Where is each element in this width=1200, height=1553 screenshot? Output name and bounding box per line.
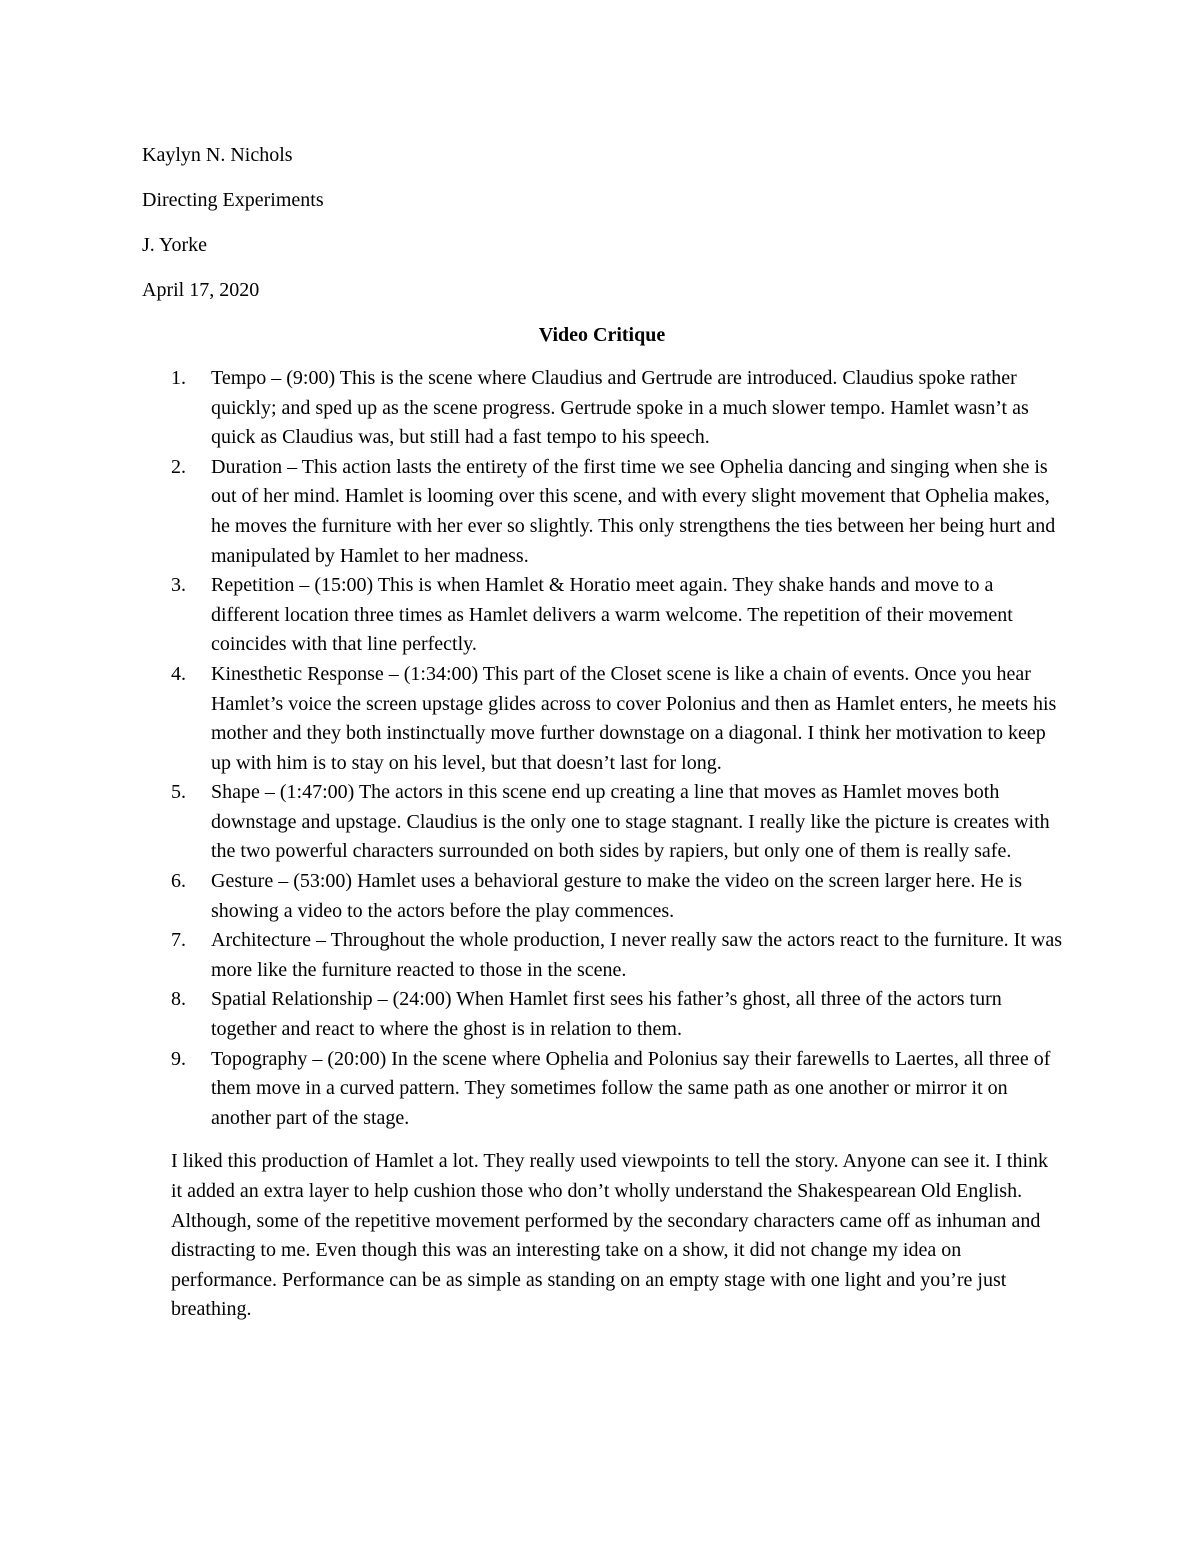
author-name: Kaylyn N. Nichols [142,144,293,166]
list-item-number: 3. [171,574,186,597]
list-item [142,364,1062,453]
list-item-number: 1. [171,366,186,389]
list-item-text: Spatial Relationship – (24:00) When Hamlet first sees his father’s ghost, all three of the actors turn together and react to where the ghost is in relation to them. [211,988,1002,1041]
list-item-number: 2. [171,455,186,478]
list-item-text: Duration – This action lasts the entirety of the first time we see Ophelia dancing and singing when she is out of her mind. Hamlet is looming over this scene, and with every slight movement that Ophelia makes, he moves the furniture with her ever so slightly. This only strengthens the ties between her being hurt and manipulated by Hamlet to her madness. [211,455,1056,567]
list-item-text: Gesture – (53:00) Hamlet uses a behavioral gesture to make the video on the screen larger here. He is showing a video to the actors before the play commences. [211,870,1023,922]
list-item [142,571,1062,660]
document-title: Video Critique [538,324,666,347]
list-item-text: Repetition – (15:00) This is when Hamlet & Horatio meet again. They shake hands and move to a different location three times as Hamlet delivers a warm welcome. The repetition of their movement coincides with that line perfectly. [211,574,1013,656]
instructor-name: J. Yorke [142,234,208,257]
list-item-text: Kinesthetic Response – (1:34:00) This part of the Closet scene is like a chain of events. Once you hear Hamlet’s voice the screen upstage glides across to cover Polonius and then as Hamlet enters, he meets his mother and they both instinctually move further downstage on a diagonal. I think her motivation to keep up with him is to stay on his level, but that doesn’t last for long. [211,662,1057,774]
list-item-number: 7. [171,929,186,952]
closing-paragraph: I liked this production of Hamlet a lot. They really used viewpoints to tell the story. Anyone can see it. I think it added an extra layer to help cushion those who don’t wholly understand the Shakespearean Old English. Although, some of the repetitive movement performed by the secondary characters came off as inhuman and distracting to me. Even though this was an interesting take on a show, it did not change my idea on performance. Performance can be as simple as standing on an empty stage with one light and you’re just breathing. [171,1150,1049,1321]
list-item [142,985,1062,1044]
list-item-text: Topography – (20:00) In the scene where Ophelia and Polonius say their farewells to Laertes, all three of them move in a curved pattern. They sometimes follow the same path as one another or mirror it on another part of the stage. [211,1047,1051,1129]
list-item-number: 4. [171,662,186,685]
document-page [142,141,1062,1325]
list-item-text: Tempo – (9:00) This is the scene where Claudius and Gertrude are introduced. Claudius spoke rather quickly; and sped up as the scene progress. Gertrude spoke in a much slower tempo. Hamlet wasn’t as quick as Claudius was, but still had a fast tempo to his speech. [211,366,1029,449]
list-item-number: 6. [171,870,186,893]
document-date: April 17, 2020 [142,279,260,302]
list-item [142,453,1062,571]
list-item-number: 5. [171,781,186,804]
critique-list [142,364,1062,1133]
course-name: Directing Experiments [142,189,324,212]
list-item [142,1045,1062,1134]
list-item [142,926,1062,985]
list-item-number: 9. [171,1047,186,1070]
list-item [142,778,1062,867]
list-item [142,660,1062,778]
list-item-number: 8. [171,988,186,1011]
list-item-text: Architecture – Throughout the whole production, I never really saw the actors react to the furniture. It was more like the furniture reacted to those in the scene. [211,929,1062,981]
list-item [142,867,1062,926]
list-item-text: Shape – (1:47:00) The actors in this scene end up creating a line that moves as Hamlet moves both downstage and upstage. Claudius is the only one to stage stagnant. I really like the picture is creates with the two powerful characters surrounded on both sides by rapiers, but only one of them is really safe. [211,781,1050,863]
